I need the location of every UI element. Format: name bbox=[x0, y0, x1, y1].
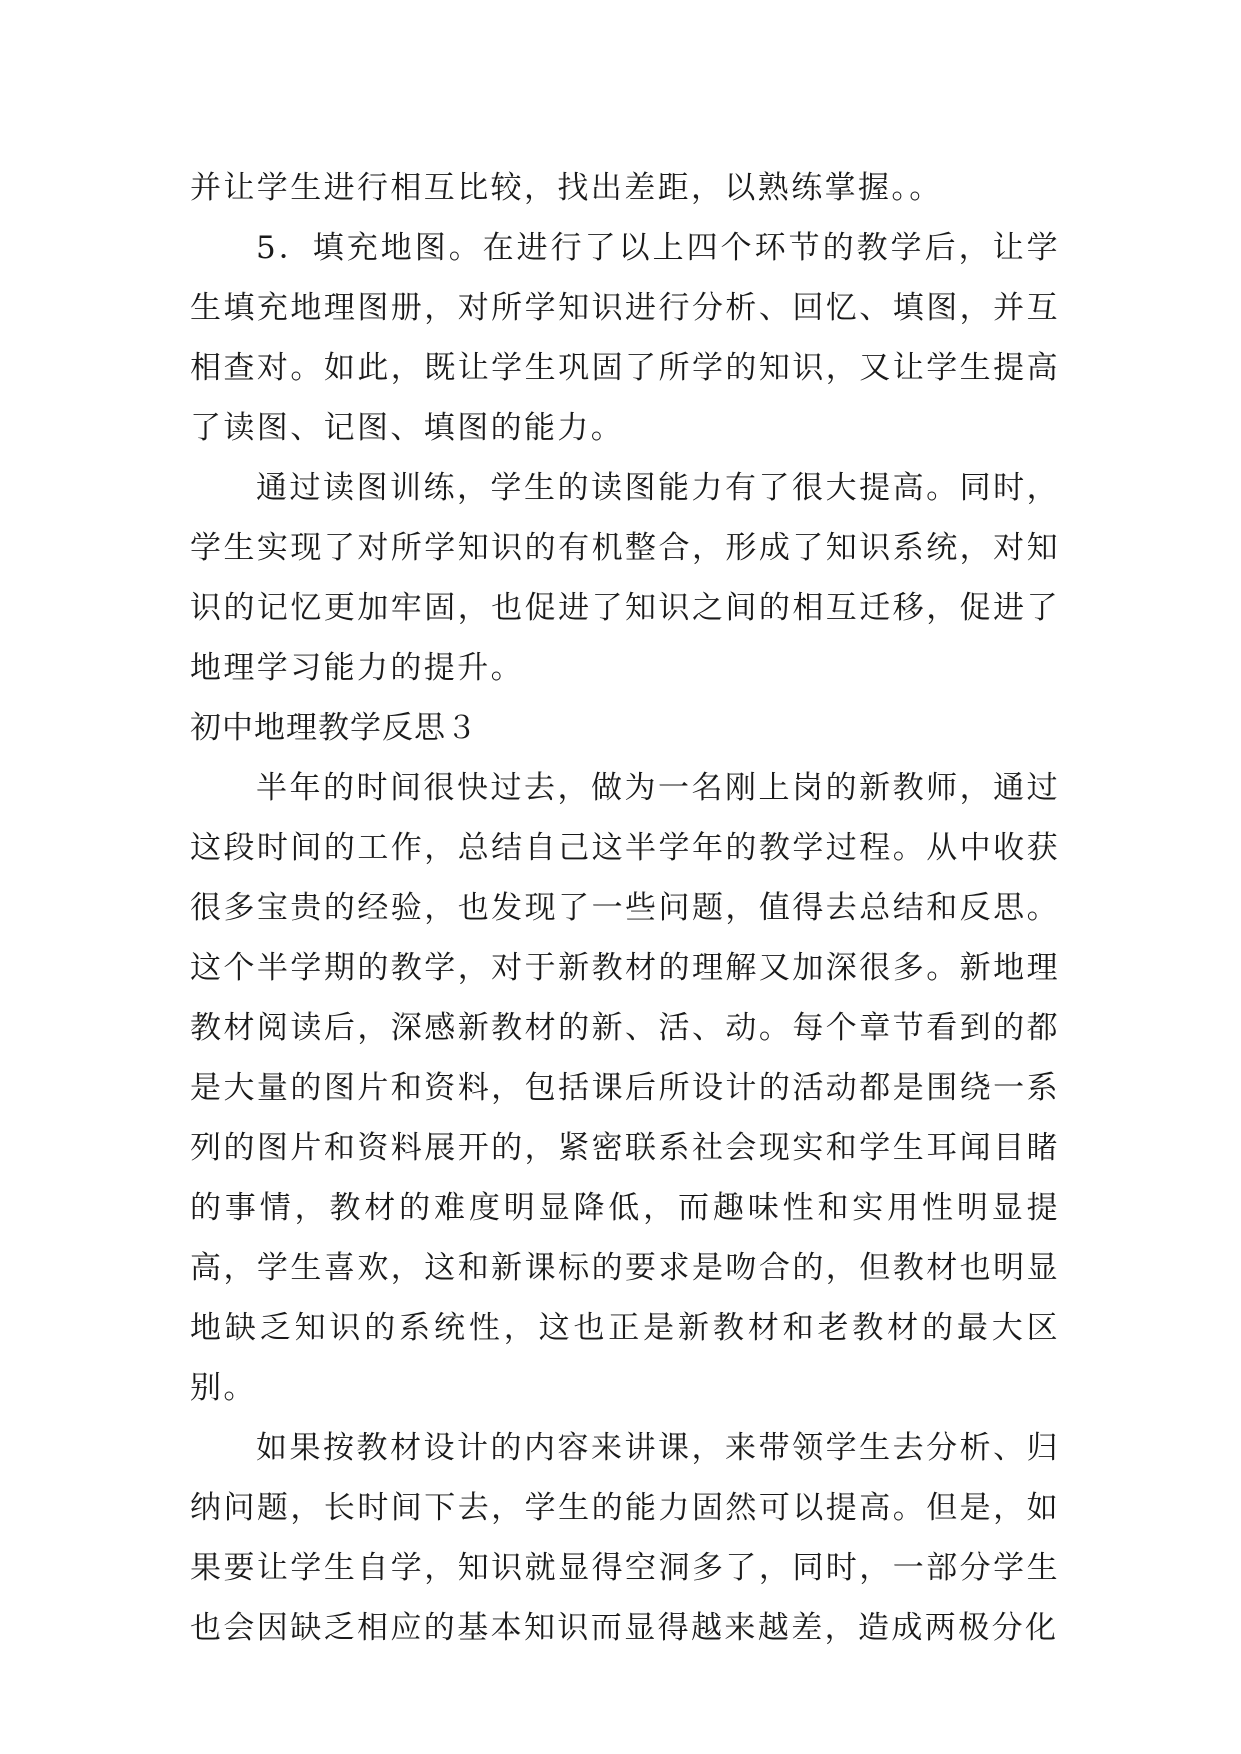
paragraph-continuation: 并让学生进行相互比较，找出差距，以熟练掌握。。 bbox=[190, 170, 943, 206]
paragraph-teaching-by-design: 如果按教材设计的内容来讲课，来带领学生去分析、归纳问题，长时间下去，学生的能力固然可以提高。但是，如果要让学生自学，知识就显得空洞多了，同时，一部分学生也会因缺乏相应的基本知识而显得越来越差，造成两极分化 bbox=[190, 1430, 1060, 1646]
paragraph-fill-map: 5．填充地图。在进行了以上四个环节的教学后，让学生填充地理图册，对所学知识进行分析、回忆、填图，并互相查对。如此，既让学生巩固了所学的知识，又让学生提高了读图、记图、填图的能力。 bbox=[190, 230, 1060, 446]
document-body bbox=[190, 158, 1060, 1658]
section-heading: 初中地理教学反思３ bbox=[190, 710, 478, 746]
paragraph-half-year-reflection: 半年的时间很快过去，做为一名刚上岗的新教师，通过这段时间的工作，总结自己这半学年的教学过程。从中收获很多宝贵的经验，也发现了一些问题，值得去总结和反思。这个半学期的教学，对于新教材的理解又加深很多。新地理教材阅读后，深感新教材的新、活、动。每个章节看到的都是大量的图片和资料，包括课后所设计的活动都是围绕一系列的图片和资料展开的，紧密联系社会现实和学生耳闻目睹的事情，教材的难度明显降低，而趣味性和实用性明显提高，学生喜欢，这和新课标的要求是吻合的，但教材也明显地缺乏知识的系统性，这也正是新教材和老教材的最大区别。 bbox=[190, 770, 1060, 1406]
paragraph-reading-training: 通过读图训练，学生的读图能力有了很大提高。同时，学生实现了对所学知识的有机整合，形成了知识系统，对知识的记忆更加牢固，也促进了知识之间的相互迁移，促进了地理学习能力的提升。 bbox=[190, 470, 1060, 686]
